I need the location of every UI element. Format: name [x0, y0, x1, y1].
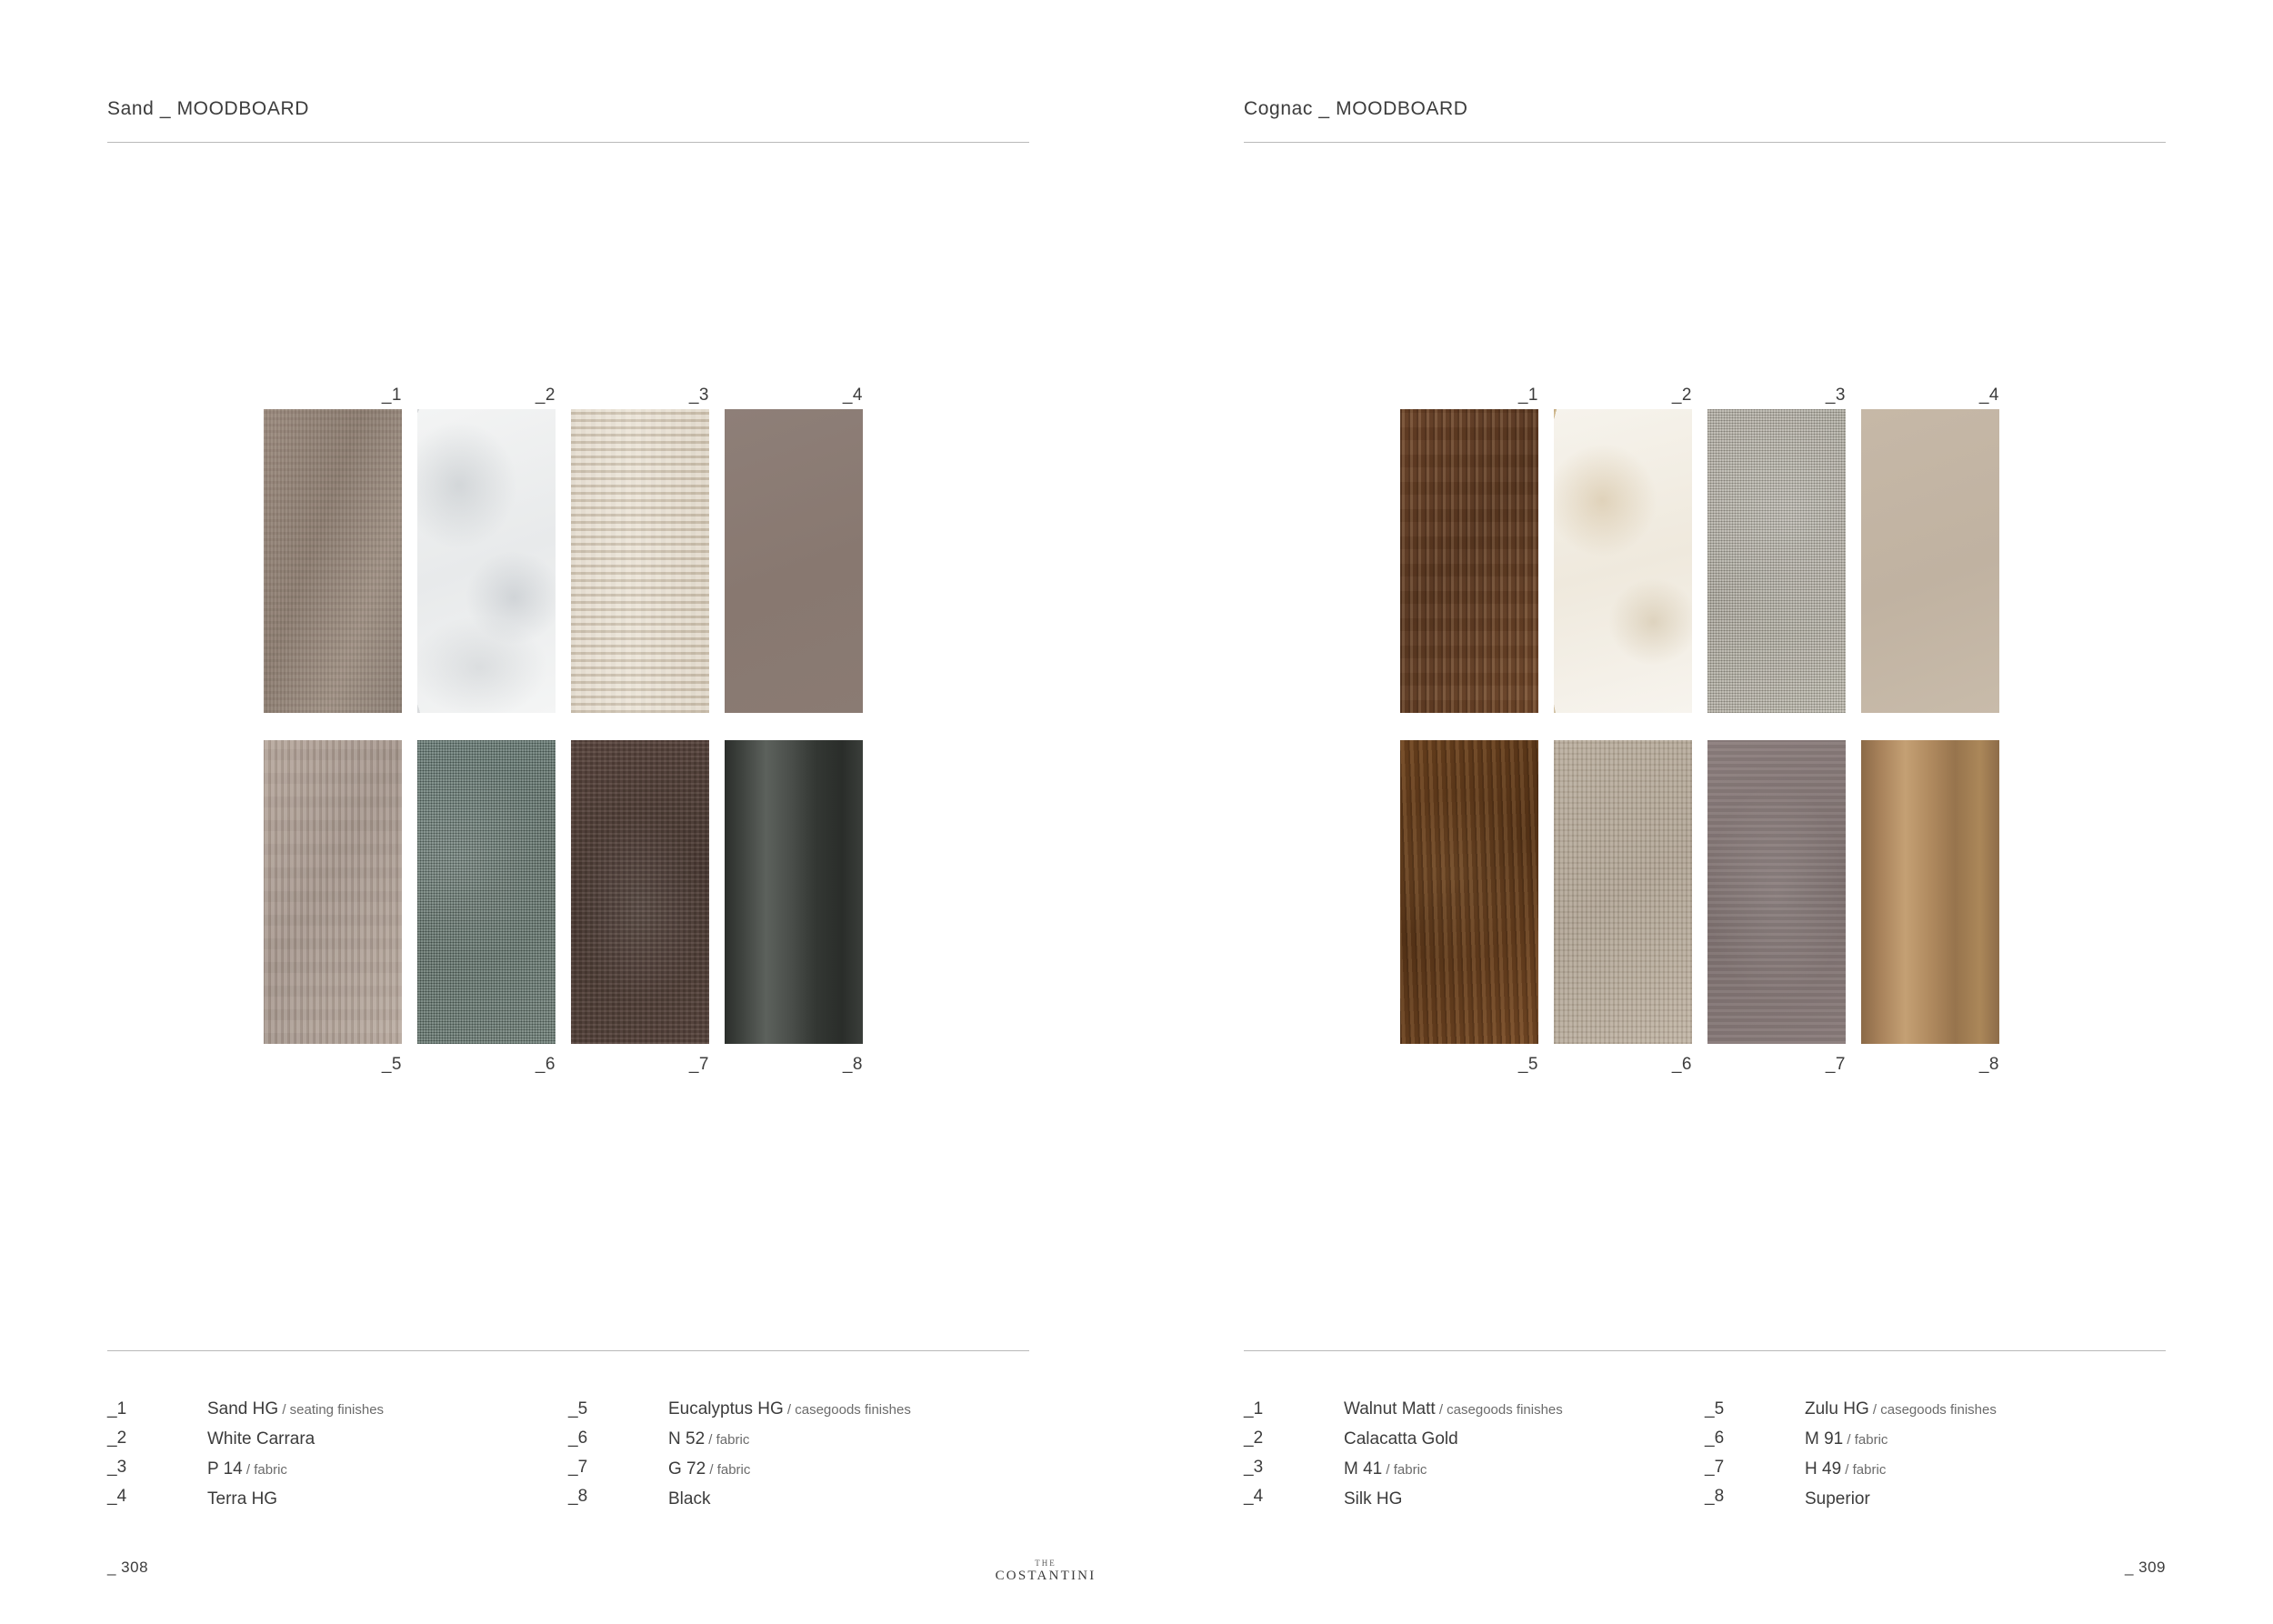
legend-item-name: Zulu HG	[1805, 1399, 1869, 1418]
swatch-m-41[interactable]	[1707, 409, 1846, 713]
swatch-cell-1	[264, 382, 402, 713]
swatch-h-49[interactable]	[1707, 740, 1846, 1044]
legend-right	[1244, 1350, 2166, 1515]
legend-number: _4	[107, 1487, 127, 1506]
legend-item-sub: / casegoods finishes	[783, 1402, 911, 1418]
swatch-m-91[interactable]	[1554, 740, 1692, 1044]
legend-item-sub: / fabric	[1843, 1432, 1888, 1448]
swatch-cell-2	[417, 382, 556, 713]
legend-number: _6	[1705, 1429, 1725, 1448]
swatch-label-3: _3	[688, 386, 709, 405]
legend-item-name: Terra HG	[207, 1489, 278, 1509]
legend-divider	[107, 1350, 1029, 1351]
swatch-walnut-matt[interactable]	[1400, 409, 1538, 713]
legend-item	[668, 1485, 1029, 1515]
folio-left: _ 308	[107, 1559, 149, 1576]
legend-item	[668, 1455, 1029, 1485]
page-header-right	[1244, 98, 2166, 143]
swatch-cell-8	[1861, 740, 1999, 1078]
swatch-label-2: _2	[1671, 386, 1692, 405]
legend-item-name: Sand HG	[207, 1399, 279, 1418]
legend-number: _6	[568, 1429, 588, 1448]
legend-number: _3	[107, 1458, 127, 1477]
swatch-label-3: _3	[1825, 386, 1846, 405]
swatch-row-spacer	[264, 713, 882, 740]
swatch-cell-8	[725, 740, 863, 1078]
swatch-n-52[interactable]	[417, 740, 556, 1044]
swatch-label-1: _1	[1517, 386, 1538, 405]
legend-column-b	[568, 1395, 1029, 1515]
swatch-sand-hg[interactable]	[264, 409, 402, 713]
legend-item-name: Silk HG	[1344, 1489, 1403, 1509]
legend-number: _5	[568, 1399, 588, 1418]
legend-item	[207, 1425, 568, 1455]
legend-column-a	[107, 1395, 568, 1515]
legend-item	[1344, 1455, 1705, 1485]
swatch-label-7: _7	[688, 1055, 709, 1074]
swatch-calacatta-gold[interactable]	[1554, 409, 1692, 713]
swatch-silk-hg[interactable]	[1861, 409, 1999, 713]
legend-item-sub: / fabric	[1382, 1462, 1427, 1478]
swatch-label-7: _7	[1825, 1055, 1846, 1074]
page-title: Sand _ MOODBOARD	[107, 98, 309, 119]
page-right-cognac	[1136, 0, 2273, 1624]
legend-numbers-b	[568, 1395, 668, 1515]
swatch-label-8: _8	[842, 1055, 863, 1074]
legend-item	[207, 1395, 568, 1425]
legend-item-sub: / fabric	[242, 1462, 287, 1478]
swatch-row-bottom	[1400, 740, 2018, 1078]
legend-entries-a	[207, 1395, 568, 1515]
legend-item	[1805, 1485, 2166, 1515]
swatch-row-top	[1400, 382, 2018, 713]
legend-number: _3	[1244, 1458, 1264, 1477]
legend-entries-a	[1344, 1395, 1705, 1515]
legend-number: _2	[1244, 1429, 1264, 1448]
legend-item-name: White Carrara	[207, 1429, 315, 1449]
legend-item-sub: / casegoods finishes	[1435, 1402, 1563, 1418]
legend-left	[107, 1350, 1029, 1515]
legend-item-name: P 14	[207, 1459, 243, 1479]
legend-item-sub: / casegoods finishes	[1868, 1402, 1997, 1418]
legend-numbers-b	[1705, 1395, 1805, 1515]
swatch-cell-2	[1554, 382, 1692, 713]
swatch-black[interactable]	[725, 740, 863, 1044]
swatch-terra-hg[interactable]	[725, 409, 863, 713]
swatch-cell-7	[1707, 740, 1846, 1078]
legend-item-name: Calacatta Gold	[1344, 1429, 1458, 1449]
swatch-label-4: _4	[1978, 386, 1999, 405]
legend-item-sub: / fabric	[1841, 1462, 1887, 1478]
swatch-g-72[interactable]	[571, 740, 709, 1044]
legend-number: _1	[107, 1399, 127, 1418]
header-divider	[1244, 142, 2166, 143]
swatch-label-4: _4	[842, 386, 863, 405]
legend-item-name: G 72	[668, 1459, 706, 1479]
swatch-superior[interactable]	[1861, 740, 1999, 1044]
swatch-grid-right	[1400, 382, 2018, 1078]
legend-item	[1344, 1425, 1705, 1455]
legend-number: _1	[1244, 1399, 1264, 1418]
legend-item	[668, 1395, 1029, 1425]
legend-column-b	[1705, 1395, 2166, 1515]
folio-right: _ 309	[2124, 1559, 2166, 1576]
swatch-cell-6	[1554, 740, 1692, 1078]
page-header-left	[107, 98, 1029, 143]
legend-item	[207, 1455, 568, 1485]
legend-item	[207, 1485, 568, 1515]
swatch-cell-1	[1400, 382, 1538, 713]
swatch-cell-5	[264, 740, 402, 1078]
legend-item	[1344, 1395, 1705, 1425]
swatch-p-14[interactable]	[571, 409, 709, 713]
legend-number: _4	[1244, 1487, 1264, 1506]
legend-number: _7	[1705, 1458, 1725, 1477]
swatch-label-5: _5	[1517, 1055, 1538, 1074]
legend-item-name: M 91	[1805, 1429, 1844, 1449]
brand-logo	[973, 1559, 1118, 1584]
swatch-label-6: _6	[535, 1055, 556, 1074]
legend-numbers-a	[107, 1395, 207, 1515]
brand-prefix: THE	[1035, 1559, 1056, 1568]
swatch-cell-4	[725, 382, 863, 713]
legend-numbers-a	[1244, 1395, 1344, 1515]
swatch-label-2: _2	[535, 386, 556, 405]
swatch-label-1: _1	[381, 386, 402, 405]
swatch-row-top	[264, 382, 882, 713]
legend-number: _8	[568, 1487, 588, 1506]
brand-name: COSTANTINI	[995, 1569, 1096, 1583]
swatch-cell-5	[1400, 740, 1538, 1078]
legend-item-sub: / fabric	[706, 1462, 751, 1478]
legend-entries-b	[1805, 1395, 2166, 1515]
swatch-label-8: _8	[1978, 1055, 1999, 1074]
swatch-cell-6	[417, 740, 556, 1078]
legend-item	[1805, 1455, 2166, 1485]
legend-item	[668, 1425, 1029, 1455]
legend-number: _5	[1705, 1399, 1725, 1418]
legend-item-sub: / fabric	[705, 1432, 750, 1448]
swatch-grid-left	[264, 382, 882, 1078]
swatch-eucalyptus-hg[interactable]	[264, 740, 402, 1044]
legend-entries-b	[668, 1395, 1029, 1515]
swatch-white-carrara[interactable]	[417, 409, 556, 713]
legend-item-name: N 52	[668, 1429, 706, 1449]
legend-item-name: Walnut Matt	[1344, 1399, 1436, 1418]
legend-item-name: M 41	[1344, 1459, 1383, 1479]
legend-item	[1344, 1485, 1705, 1515]
swatch-row-spacer	[1400, 713, 2018, 740]
legend-divider	[1244, 1350, 2166, 1351]
legend-item-name: H 49	[1805, 1459, 1842, 1479]
legend-item	[1805, 1425, 2166, 1455]
legend-item	[1805, 1395, 2166, 1425]
swatch-row-bottom	[264, 740, 882, 1078]
page-left-sand	[0, 0, 1136, 1624]
swatch-cell-3	[1707, 382, 1846, 713]
swatch-cell-3	[571, 382, 709, 713]
legend-item-name: Superior	[1805, 1489, 1870, 1509]
legend-number: _8	[1705, 1487, 1725, 1506]
swatch-label-6: _6	[1671, 1055, 1692, 1074]
page-title: Cognac _ MOODBOARD	[1244, 98, 1468, 119]
legend-number: _2	[107, 1429, 127, 1448]
swatch-label-5: _5	[381, 1055, 402, 1074]
legend-item-name: Black	[668, 1489, 711, 1509]
legend-number: _7	[568, 1458, 588, 1477]
header-divider	[107, 142, 1029, 143]
swatch-cell-4	[1861, 382, 1999, 713]
swatch-cell-7	[571, 740, 709, 1078]
legend-item-name: Eucalyptus HG	[668, 1399, 784, 1418]
legend-column-a	[1244, 1395, 1705, 1515]
swatch-zulu-hg[interactable]	[1400, 740, 1538, 1044]
legend-item-sub: / seating finishes	[278, 1402, 385, 1418]
